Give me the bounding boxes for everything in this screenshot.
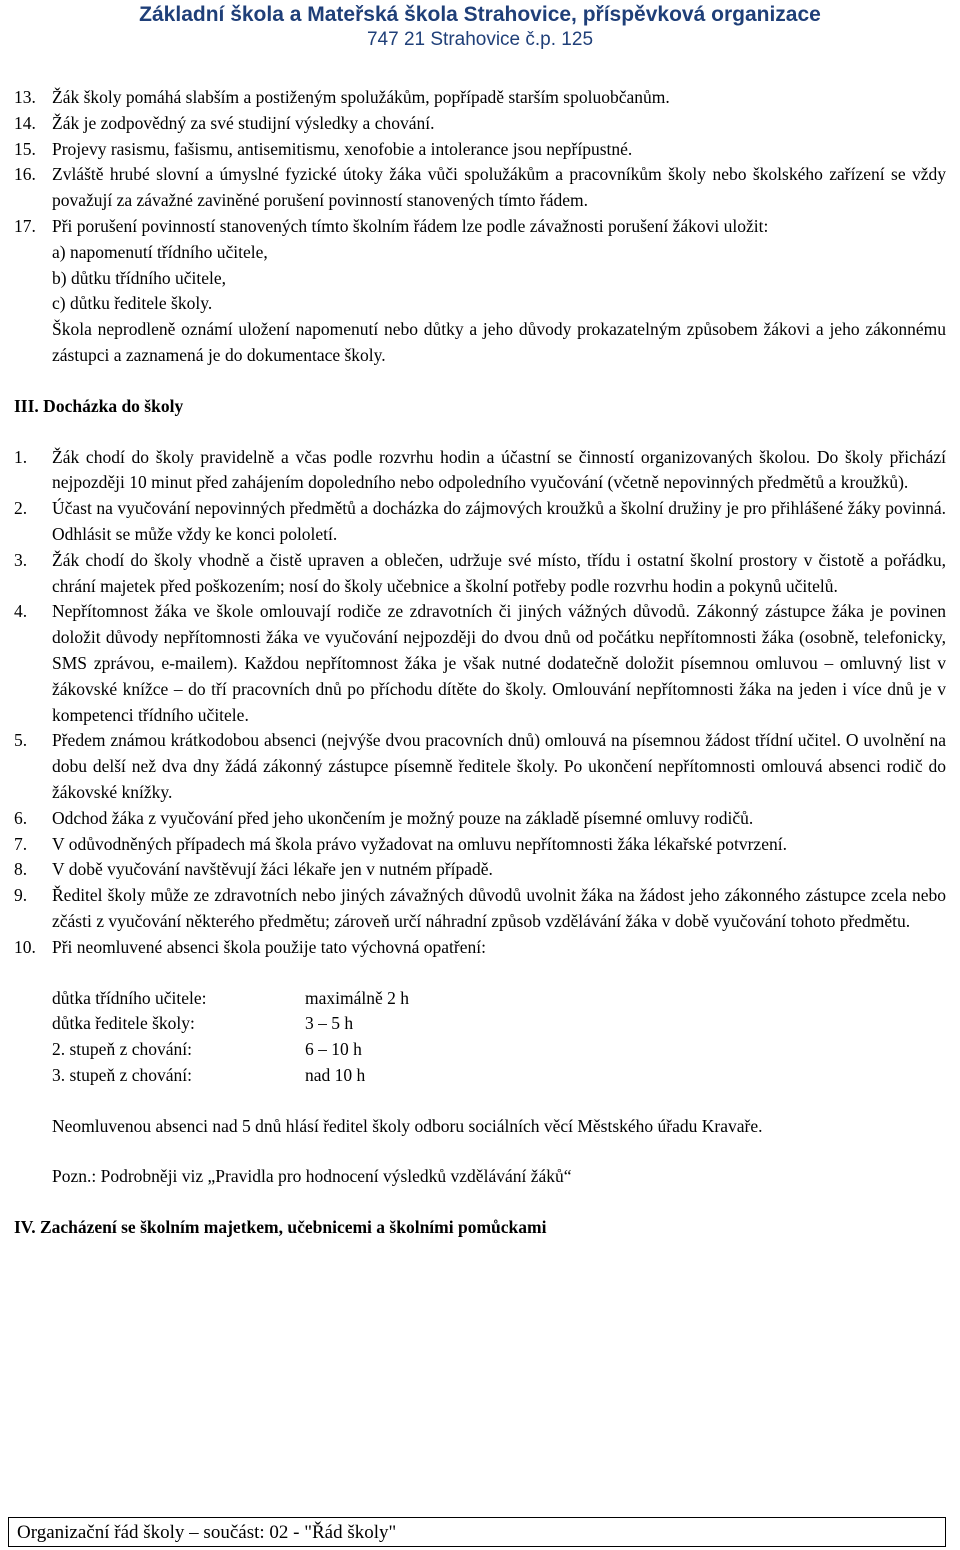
document-body [14, 85, 946, 1266]
document-header [0, 0, 960, 52]
school-name: Základní škola a Mateřská škola Strahovice, příspěvková organizace [139, 3, 821, 26]
item17-note: Škola neprodleně oznámí uložení napomenutí nebo důtky a jeho důvody prokazatelným způsobem žákovi a jeho zákonnému zástupci a zaznamená je do dokumentace školy. [52, 319, 946, 365]
list-item: 3. Žák chodí do školy vhodně a čistě upraven a oblečen, udržuje své místo, třídu i ostatní školní prostory v čistotě a pořádku, chrání majetek před poškozením; nosí do školy učebnice a školní potřeby podle rozvrhu hodin a pokynů učitelů. [14, 549, 946, 596]
list-item: 13. Žák školy pomáhá slabším a postiženým spolužákům, popřípadě starším spoluobčanům. [14, 87, 670, 107]
list-item: 15. Projevy rasismu, fašismu, antisemitismu, xenofobie a intolerance jsou nepřípustné. [14, 138, 633, 159]
list-item: 14. Žák je zodpovědný za své studijní výsledky a chování. [14, 112, 435, 133]
measures-table [14, 986, 946, 1089]
sub-item: a) napomenutí třídního učitele, [52, 241, 268, 262]
list-item: 16. Zvláště hrubé slovní a úmyslné fyzické útoky žáka vůči spolužákům a pracovníkům školy nebo školského zařízení se vždy považují za závažné zaviněné porušení povinností stanovených tímto řádem. [14, 164, 946, 211]
list-item: 4. Nepřítomnost žáka ve škole omlouvají rodiče ze zdravotních či jiných vážných důvodů. Zákonný zástupce žáka je povinen doložit důvody nepřítomnosti žáka ve vyučování nejpozději do dvou dnů od počátku nepřítomnosti žáka (osobně, telefonicky, SMS zprávou, e-mailem). Každou nepřítomnost žáka je však nutné dodatečně doložit písemnou omluvou – omluvný list v žákovské knížce – do tří pracovních dnů po příchodu dítěte do školy. Omlouvání nepřítomnosti žáka na jeden i více dnů je v kompetenci třídního učitele. [14, 601, 946, 725]
table-row: důtka třídního učitele: maximálně 2 h [52, 987, 410, 1008]
list-item: 6. Odchod žáka z vyučování před jeho ukončením je možný pouze na základě písemné omluvy rodičů. [14, 807, 754, 828]
sub-item: b) důtku třídního učitele, [52, 267, 226, 288]
pozn-note: Pozn.: Podrobněji viz „Pravidla pro hodnocení výsledků vzdělávání žáků“ [52, 1166, 572, 1187]
sub-item: c) důtku ředitele školy. [52, 293, 213, 314]
list-item: 7. V odůvodněných případech má škola právo vyžadovat na omluvu nepřítomnosti žáka lékařské potvrzení. [14, 833, 787, 854]
table-row: 3. stupeň z chování: nad 10 h [52, 1064, 366, 1085]
list-item: 17. Při porušení povinností stanovených tímto školním řádem lze podle závažnosti porušení žákovi uložit: [14, 215, 769, 236]
section-heading: IV. Zacházení se školním majetkem, učebnicemi a školními pomůckami [14, 1217, 547, 1238]
list-item: 5. Předem známou krátkodobou absenci (nejvýše dvou pracovních dnů) omlouvá na písemnou žádost třídní učitel. O uvolnění na dobu delší než dva dny žádá zákonný zástupce písemně ředitele školy. Po ukončení nepřítomnosti omlouvá absenci rodič do žákovské knížky. [14, 730, 946, 802]
list-item: 1. Žák chodí do školy pravidelně a včas podle rozvrhu hodin a účastní se činností organizovaných školou. Do školy přichází nejpozději 10 minut před zahájením dopoledního nebo odpoledního vyučování (včetně nepovinných předmětů a kroužků). [14, 446, 946, 493]
list-item: 9. Ředitel školy může ze zdravotních nebo jiných závažných důvodů uvolnit žáka na žádost jeho zákonného zástupce zcela nebo zčásti z vyučování některého předmětu; zároveň určí náhradní způsob vzdělávání žáka v době vyučování tohoto předmětu. [14, 885, 946, 931]
list-item: 2. Účast na vyučování nepovinných předmětů a docházka do zájmových kroužků a školní družiny je pro přihlášené žáky povinná. Odhlásit se může vždy ke konci pololetí. [14, 498, 946, 544]
list-item: 8. V době vyučování navštěvují žáci lékaře jen v nutném případě. [14, 859, 493, 880]
absence-note: Neomluvenou absenci nad 5 dnů hlásí ředitel školy odboru sociálních věcí Městského úřadu Kravaře. [52, 1115, 763, 1136]
table-row: důtka ředitele školy: 3 – 5 h [52, 1013, 354, 1034]
table-row: 2. stupeň z chování: 6 – 10 h [52, 1039, 362, 1060]
document-footer: Organizační řád školy – součást: 02 - "Řád školy" [8, 1517, 946, 1547]
list-item: 10. Při neomluvené absenci škola použije tato výchovná opatření: [14, 936, 486, 957]
section-heading: III. Docházka do školy [14, 395, 184, 416]
school-address: 747 21 Strahovice č.p. 125 [366, 29, 594, 50]
